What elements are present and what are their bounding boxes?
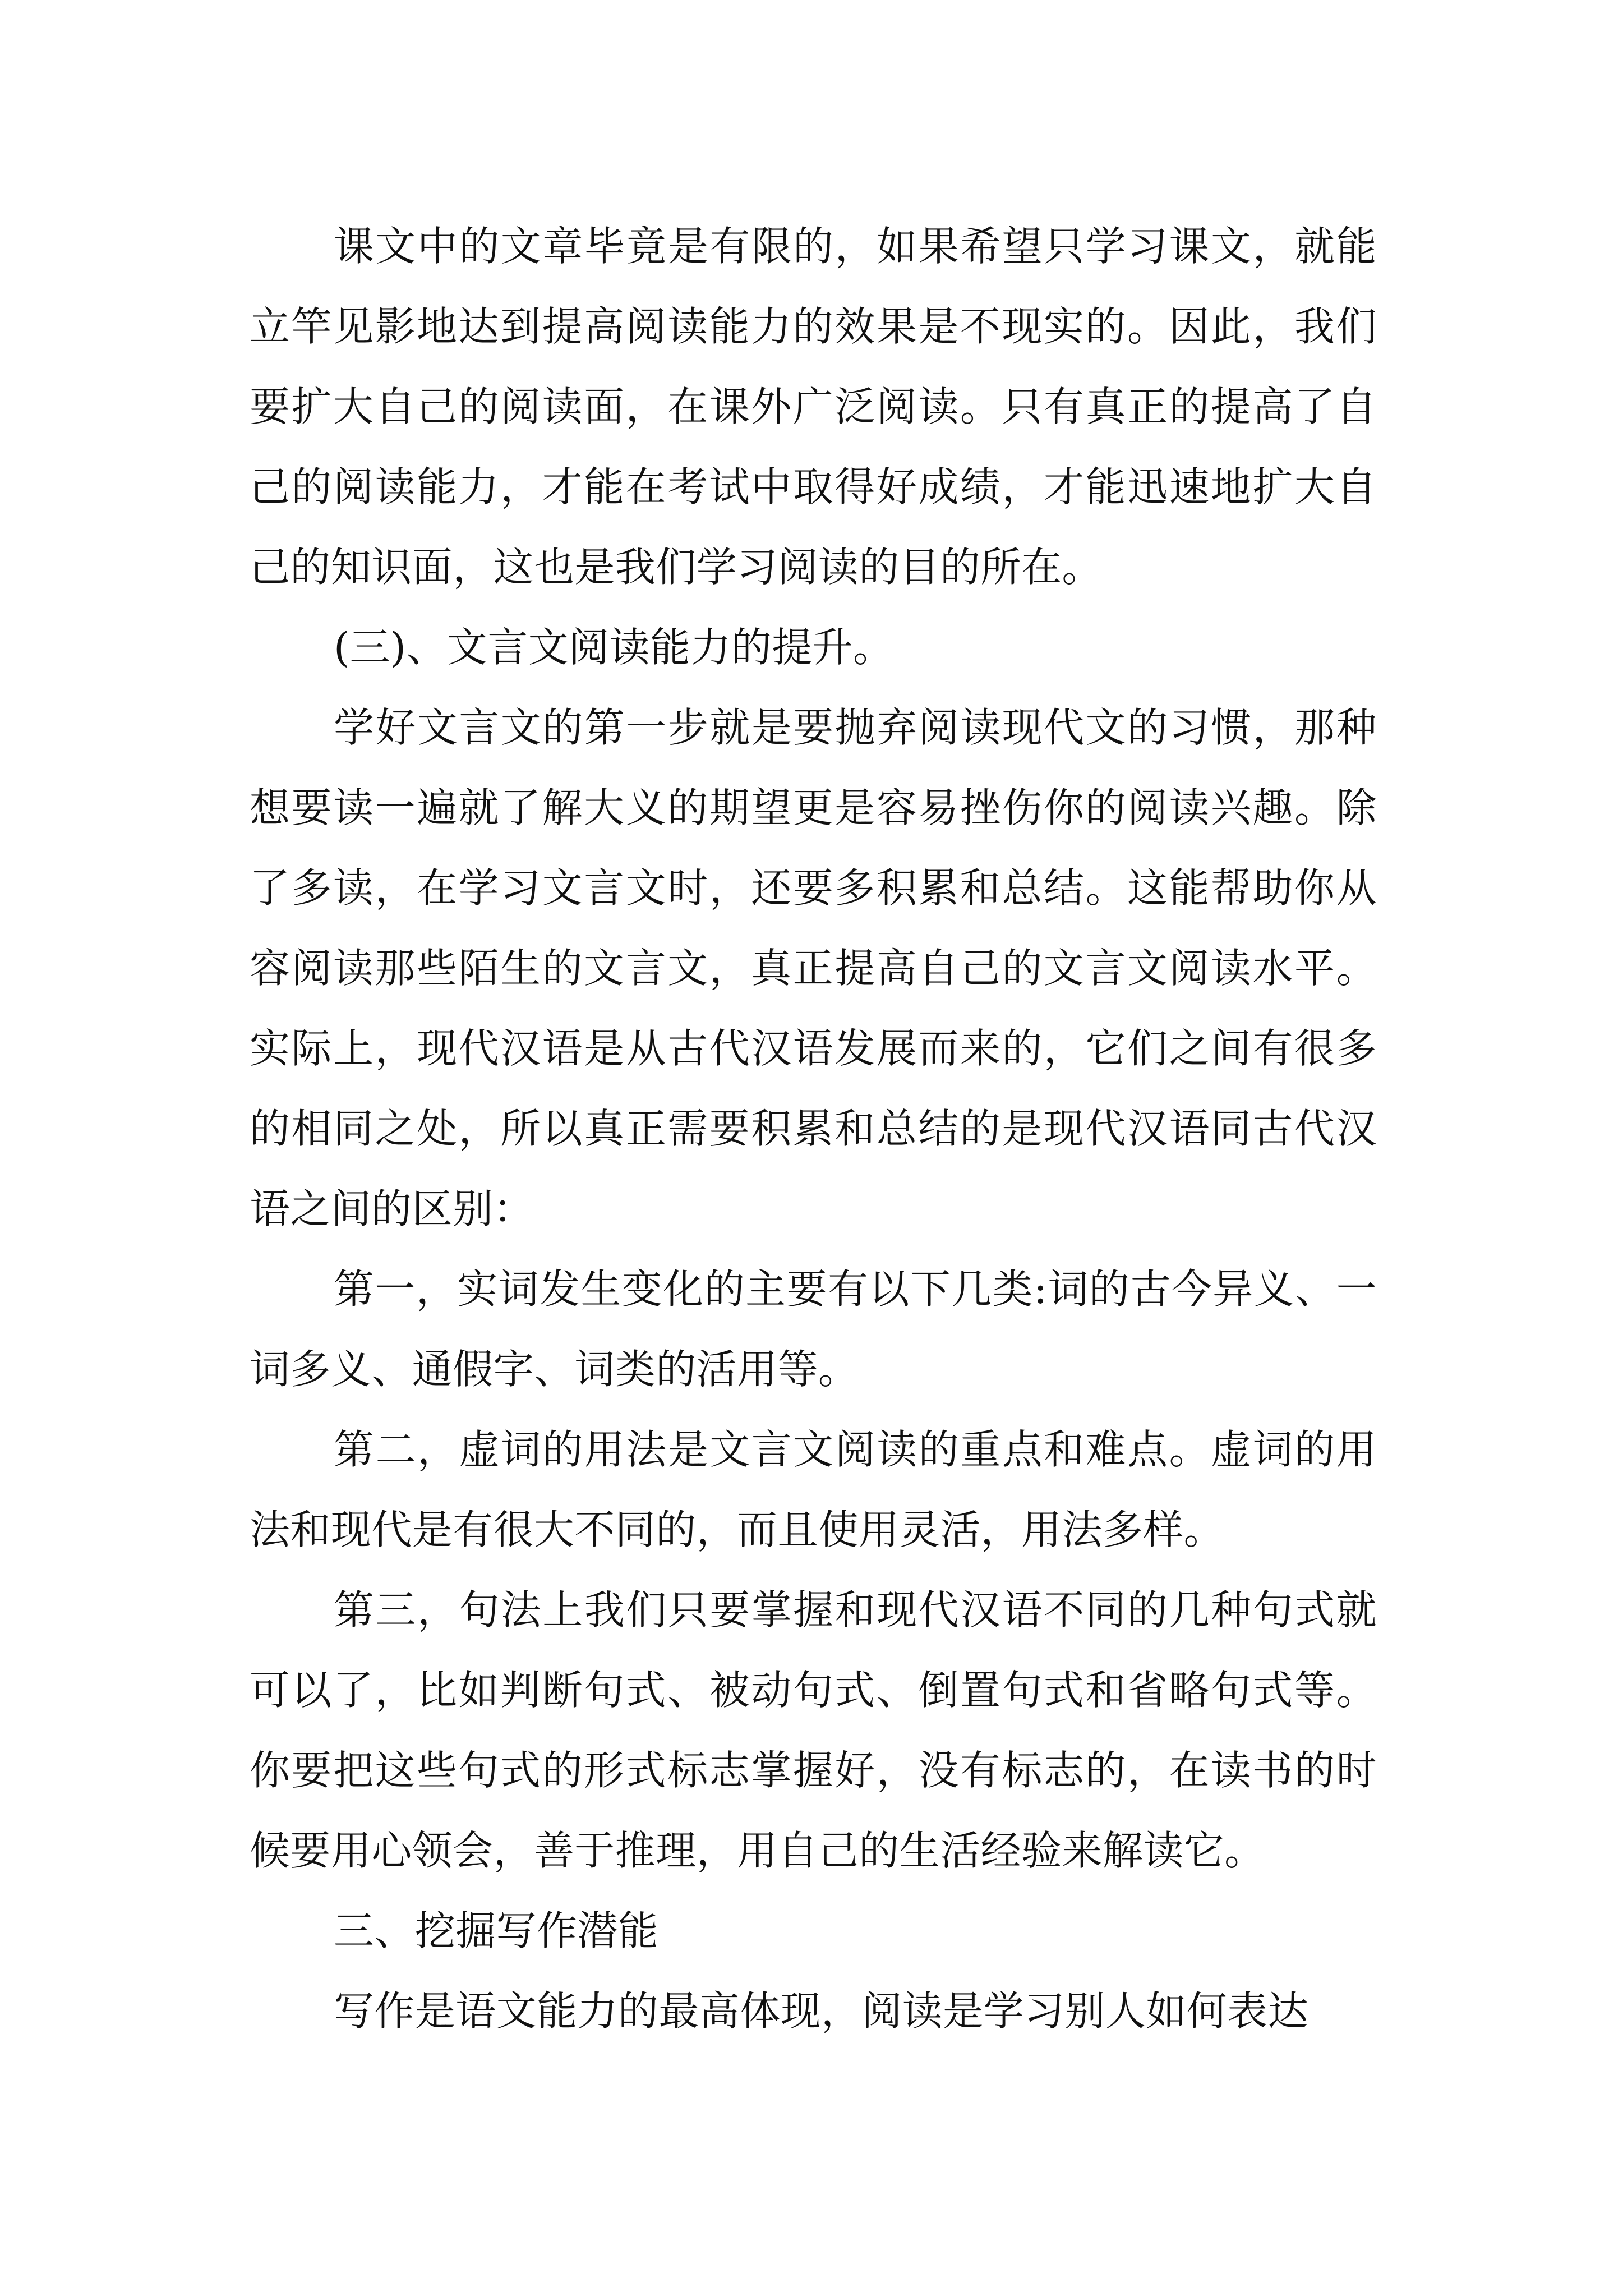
section-heading-classical-reading: (三)、文言文阅读能力的提升。 bbox=[334, 624, 894, 671]
paragraph-writing-intro: 写作是语文能力的最高体现，阅读是学习别人如何表达 bbox=[334, 1987, 1309, 2035]
paragraph-content-words: 第一，实词发生变化的主要有以下几类:词的古今异义、一词多义、通假字、词类的活用等。 bbox=[250, 1266, 1377, 1393]
paragraph-function-words: 第二，虚词的用法是文言文阅读的重点和难点。虚词的用法和现代是有很大不同的，而且使用灵活，用法多样。 bbox=[250, 1426, 1377, 1553]
section-heading-writing: 三、挖掘写作潜能 bbox=[334, 1907, 659, 1954]
paragraph-classical-first-step: 学好文言文的第一步就是要抛弃阅读现代文的习惯，那种想要读一遍就了解大义的期望更是容易挫伤你的阅读兴趣。除了多读，在学习文言文时，还要多积累和总结。这能帮助你从容阅读那些陌生的文言文，真正提高自己的文言文阅读水平。实际上，现代汉语是从古代汉语发展而来的，它们之间有很多的相同之处，所以真正需要积累和总结的是现代汉语同古代汉语之间的区别： bbox=[250, 704, 1377, 1232]
paragraph-syntax: 第三，句法上我们只要掌握和现代汉语不同的几种句式就可以了，比如判断句式、被动句式、倒置句式和省略句式等。你要把这些句式的形式标志掌握好，没有标志的，在读书的时候要用心领会，善于推理，用自己的生活经验来解读它。 bbox=[250, 1586, 1377, 1874]
document-body bbox=[250, 206, 1377, 2051]
paragraph-reading-scope: 课文中的文章毕竟是有限的，如果希望只学习课文，就能立竿见影地达到提高阅读能力的效果是不现实的。因此，我们要扩大自己的阅读面，在课外广泛阅读。只有真正的提高了自己的阅读能力，才能在考试中取得好成绩，才能迅速地扩大自己的知识面，这也是我们学习阅读的目的所在。 bbox=[250, 223, 1377, 591]
